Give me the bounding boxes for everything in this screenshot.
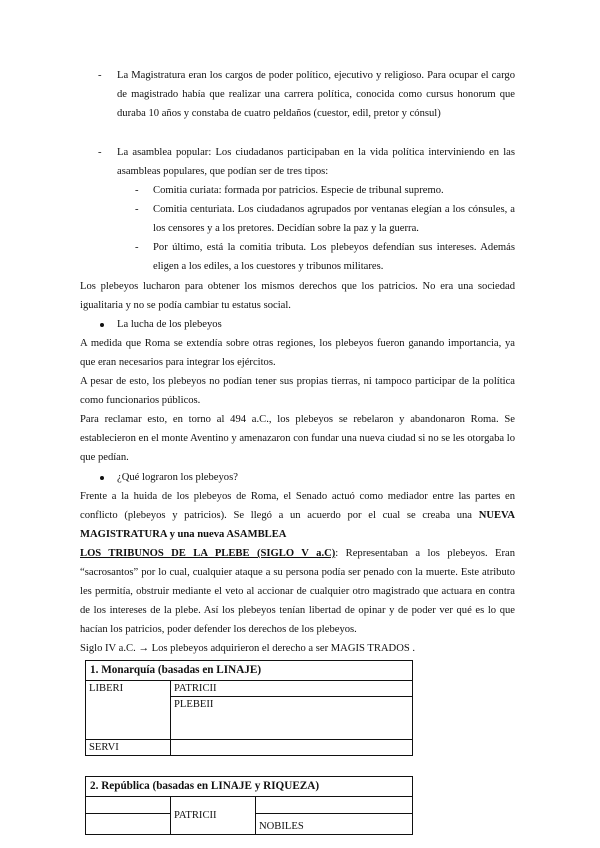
senado-text: Frente a la huida de los plebeyos de Roma, el Senado actuó como mediador entre las partes en conflicto (plebeyos y patricios). Se llegó a un acuerdo por el cual se creaba una — [80, 491, 515, 521]
patricii-cell: PATRICII — [171, 681, 413, 697]
servi-cell: SERVI — [86, 740, 171, 756]
tribunos-paragraph — [80, 544, 515, 639]
empty-cell — [86, 814, 171, 835]
monarquia-table — [85, 660, 413, 756]
comitia-curiata-item: Comitia curiata: formada por patricios. Especie de tribunal supremo. — [153, 185, 444, 196]
senado-paragraph — [80, 487, 515, 544]
nueva-magistratura-bold: NUEVA MAGISTRATURA y una nueva ASAMBLEA — [80, 510, 515, 540]
liberi-cell: LIBERI — [86, 681, 171, 740]
nobiles-cell: NOBILES — [256, 814, 413, 835]
monarquia-table-title: 1. Monarquía (basadas en LINAJE) — [86, 661, 413, 681]
patricii-cell: PATRICII — [171, 797, 256, 835]
tribunos-heading: LOS TRIBUNOS DE LA PLEBE (SIGLO V a.C) — [80, 548, 336, 559]
siglo-iv-paragraph: Siglo IV a.C. → Los plebeyos adquirieron el derecho a ser MAGIS TRADOS . — [80, 643, 416, 654]
empty-cell — [256, 797, 413, 814]
reclamar-paragraph: Para reclamar esto, en torno al 494 a.C., los plebeyos se rebelaron y abandonaron Roma. Se establecieron en el monte Aventino y amenazaron con fundar una nueva ciudad si no se les otorgaba lo que pedían. — [80, 414, 515, 463]
empty-cell — [171, 740, 413, 756]
republica-table — [85, 776, 413, 835]
lograron-plebeyos-heading: ¿Qué lograron los plebeyos? — [117, 472, 238, 483]
comitia-centuriata-item: Comitia centuriata. Los ciudadanos agrupados por ventanas elegían a los cónsules, a los censores y a los pretores. Decidían sobre la paz y la guerra. — [153, 204, 515, 234]
plebeii-cell: PLEBEII — [171, 697, 413, 740]
pesar-paragraph: A pesar de esto, los plebeyos no podían tener sus propias tierras, ni tampoco participar de la política como funcionarios públicos. — [80, 376, 515, 406]
asamblea-paragraph: La asamblea popular: Los ciudadanos participaban en la vida política interviniendo en las asambleas populares, que podían ser de tres tipos: — [117, 147, 515, 177]
bullet-dot — [100, 323, 104, 327]
lucha-plebeyos-heading: La lucha de los plebeyos — [117, 319, 222, 330]
comitia-tributa-item: Por último, está la comitia tributa. Los plebeyos defendían sus intereses. Además eligen a los ediles, a los cuestores y tribunos militares. — [153, 242, 515, 272]
empty-cell — [86, 797, 171, 814]
dash-marker: - — [135, 242, 139, 253]
plebeyos-lucharon-paragraph: Los plebeyos lucharon para obtener los mismos derechos que los patricios. No era una sociedad igualitaria y no se podía cambiar tu estatus social. — [80, 281, 515, 311]
tribunos-text: : Representaban a los plebeyos. Eran “sacrosantos” por lo cual, cualquier ataque a su persona podía ser penado con la muerte. Este atributo les permitía, obstruir mediante el veto al accionar de cualquier otro magistrado que actuara en contra de los intereses de la plebe. Así los plebeyos tenían libertad de opinar y de poder ver qué es lo que hacían los patricios, poder defender los derechos de los plebeyos. — [80, 548, 515, 635]
dash-marker: - — [135, 185, 139, 196]
republica-table-title: 2. República (basadas en LINAJE y RIQUEZA) — [86, 777, 413, 797]
dash-marker: - — [98, 147, 102, 158]
magistratura-paragraph: La Magistratura eran los cargos de poder político, ejecutivo y religioso. Para ocupar el cargo de magistrado había que realizar una carrera política, conocida como cursus honorum que duraba 10 años y constaba de cuatro peldaños (cuestor, edil, pretor y cónsul) — [117, 70, 515, 119]
dash-marker: - — [98, 70, 102, 81]
medida-roma-paragraph: A medida que Roma se extendía sobre otras regiones, los plebeyos fueron ganando importancia, ya que eran necesarios para integrar los ejércitos. — [80, 338, 515, 368]
dash-marker: - — [135, 204, 139, 215]
bullet-dot — [100, 476, 104, 480]
